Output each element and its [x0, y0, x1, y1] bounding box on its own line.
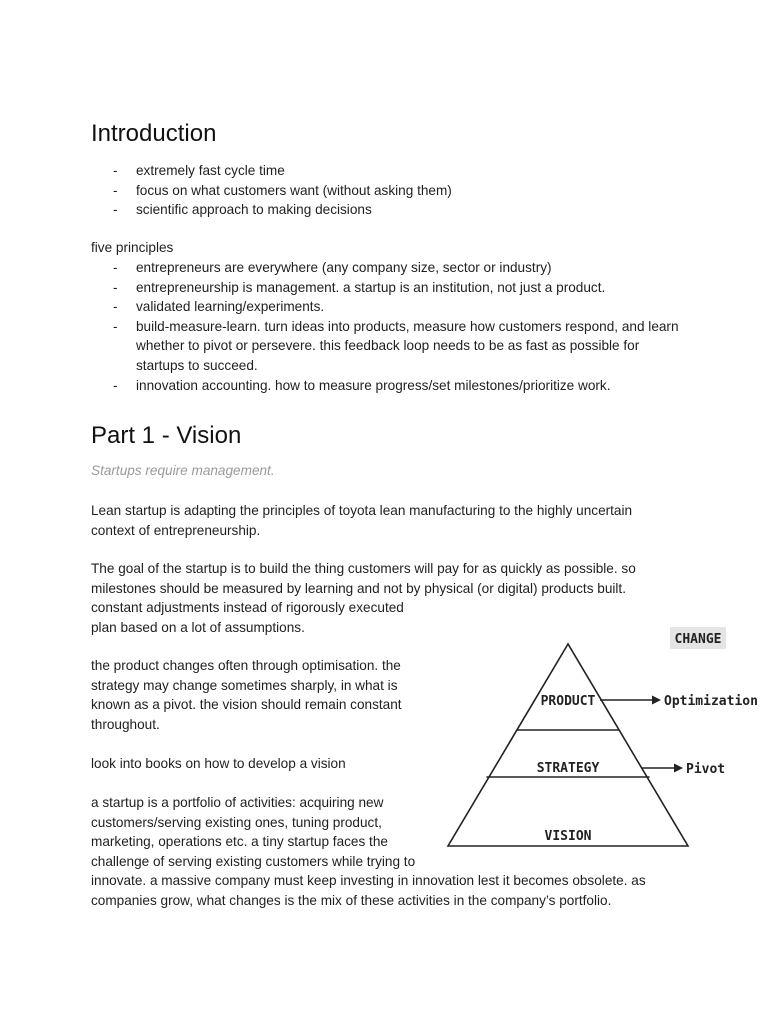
tier-label-product: PRODUCT: [540, 694, 596, 709]
list-item: - focus on what customers want (without asking them): [91, 181, 691, 201]
list-item: - entrepreneurship is management. a startup is an institution, not just a product.: [91, 278, 681, 298]
list-item: - innovation accounting. how to measure progress/set milestones/prioritize work.: [91, 376, 681, 396]
optimization-arrowhead: [652, 696, 661, 705]
principles-list: [91, 258, 681, 395]
paragraph-books: look into books on how to develop a vision: [91, 756, 346, 771]
pivot-label: Pivot: [686, 762, 726, 777]
paragraph-lean-startup: Lean startup is adapting the principles of toyota lean manufacturing to the highly uncertain context of entrepreneurship.: [91, 503, 633, 538]
paragraph-product-changes: the product changes often through optimisation. the strategy may change sometimes sharply, in what is known as a pivot. the vision should remain constant throughout.: [91, 658, 402, 732]
list-item: - validated learning/experiments.: [91, 297, 681, 317]
change-label: CHANGE: [674, 632, 722, 647]
paragraph-goal: The goal of the startup is to build the thing customers will pay for as quickly as possible. so milestones should be measured by learning and not by physical (or digital) products built.: [91, 561, 636, 596]
optimization-label: Optimization: [664, 694, 758, 709]
part1-subtitle: Startups require management.: [91, 463, 275, 478]
intro-bullet-list: [91, 161, 691, 220]
tier-label-strategy: STRATEGY: [536, 761, 600, 776]
principles-label: five principles: [91, 240, 174, 255]
pyramid-outline: [448, 644, 688, 846]
paragraph-adjustments: constant adjustments instead of rigorously executed plan based on a lot of assumptions.: [91, 600, 404, 635]
list-item: - extremely fast cycle time: [91, 161, 691, 181]
part1-heading: Part 1 - Vision: [91, 422, 242, 449]
list-item: - entrepreneurs are everywhere (any company size, sector or industry): [91, 258, 681, 278]
tier-label-vision: VISION: [544, 829, 592, 844]
change-pyramid-diagram: [430, 622, 758, 852]
introduction-heading: Introduction: [91, 120, 217, 147]
list-item: - scientific approach to making decisions: [91, 200, 691, 220]
paragraph-portfolio: a startup is a portfolio of activities: acquiring new customers/serving existing ones, tuning product, marketing, operations etc. a tiny startup faces the challenge of serving existing customers while trying to: [91, 795, 416, 869]
paragraph-portfolio-continued: innovate. a massive company must keep investing in innovation lest it becomes obsolete. as companies grow, what changes is the mix of these activities in the company’s portfolio.: [91, 873, 646, 908]
pivot-arrowhead: [674, 764, 683, 773]
list-item: - build-measure-learn. turn ideas into products, measure how customers respond, and learn whether to pivot or persevere. this feedback loop needs to be as fast as possible for startups to succeed.: [91, 317, 681, 376]
